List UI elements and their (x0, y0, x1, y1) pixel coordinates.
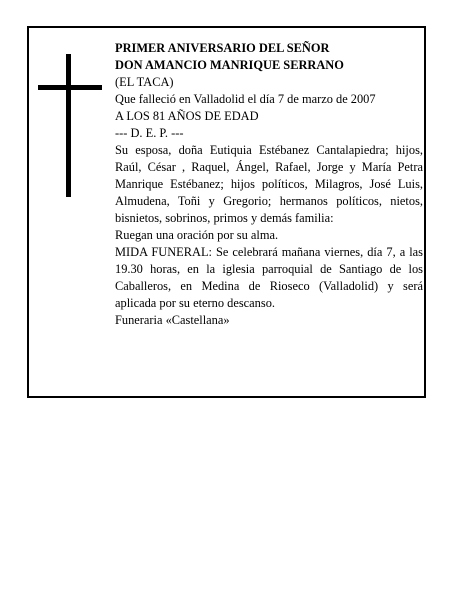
age-at-death: A LOS 81 AÑOS DE EDAD (115, 109, 259, 123)
funeral-mass-details: MIDA FUNERAL: Se celebrará mañana viernes, día 7, a las 19.30 horas, en la iglesia parroquial de Santiago de los Caballeros, en Medina de Rioseco (Valladolid) y será aplicada por su eterno descanso. (115, 245, 423, 310)
death-info: Que falleció en Valladolid el día 7 de marzo de 2007 (115, 92, 376, 106)
deceased-nickname: (EL TACA) (115, 75, 174, 89)
latin-cross-icon (38, 54, 102, 197)
notice-text (115, 40, 423, 329)
cross-vertical-bar (66, 54, 71, 197)
family-list: Su esposa, doña Eutiquia Estébanez Cantalapiedra; hijos, Raúl, César , Raquel, Ángel, Rafael, Jorge y María Petra Manrique Estébanez; hijos políticos, Milagros, José Luis, Almudena, Toñi y Gregorio; hermanos políticos, nietos, bisnietos, sobrinos, primos y demás familia: (115, 143, 423, 225)
rest-in-peace: --- D. E. P. --- (115, 126, 184, 140)
prayer-request: Ruegan una oración por su alma. (115, 228, 279, 242)
notice-title-line-2: DON AMANCIO MANRIQUE SERRANO (115, 58, 344, 72)
funeral-home: Funeraria «Castellana» (115, 313, 230, 327)
cross-horizontal-bar (38, 85, 102, 90)
notice-title-line-1: PRIMER ANIVERSARIO DEL SEÑOR (115, 41, 330, 55)
obituary-notice (27, 26, 426, 398)
